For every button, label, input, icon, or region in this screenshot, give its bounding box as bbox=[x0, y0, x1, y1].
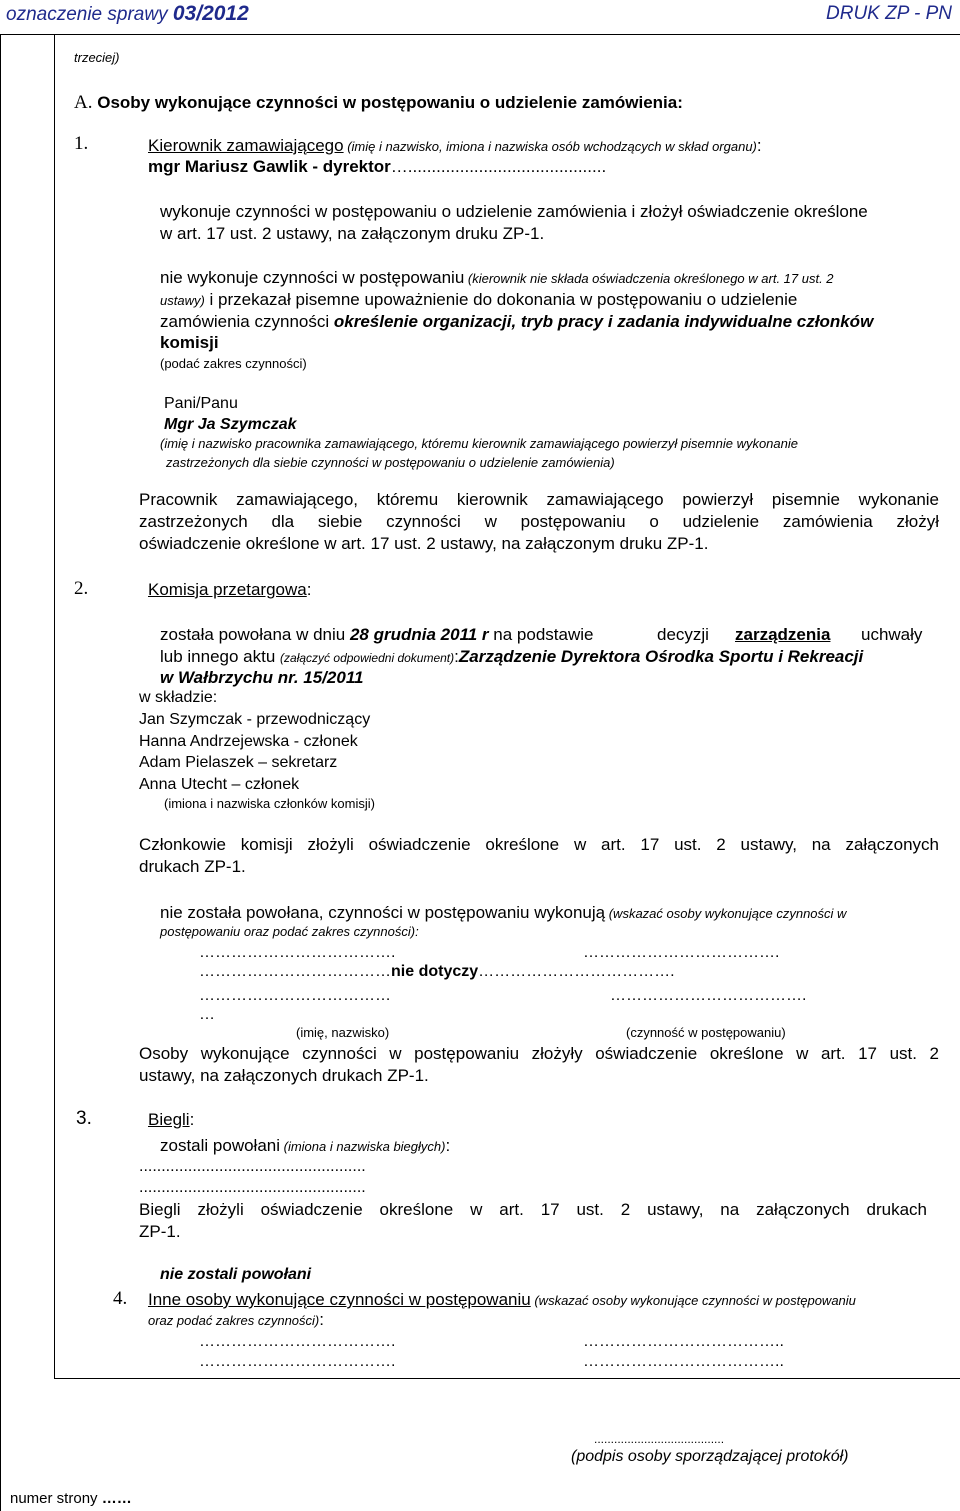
case-number: 03/2012 bbox=[172, 2, 249, 25]
item-3-number: 3. bbox=[76, 1108, 92, 1129]
experts-dots-2: ................................................... bbox=[139, 1179, 366, 1196]
option-not-performs-line1: nie wykonuje czynności w postępowaniu (kierownik nie składa oświadczenia określonego w art. 17 ust. 2 bbox=[160, 268, 834, 287]
experts-statement-line2: ZP-1. bbox=[139, 1222, 181, 1241]
case-label: oznaczenie sprawy bbox=[6, 4, 173, 25]
dots-row-1-left: ………………………………. bbox=[199, 944, 396, 961]
experts-statement-line1: Biegli złożyli oświadczenie określone w art. 17 ust. 2 ustawy, na załączonych drukach bbox=[139, 1200, 927, 1219]
item-4-number: 4. bbox=[113, 1288, 128, 1309]
form-name: DRUK ZP - PN bbox=[826, 3, 952, 24]
experts-appointed: zostali powołani (imiona i nazwiska biegłych): bbox=[160, 1136, 451, 1155]
item-4-heading-line2: oraz podać zakres czynności): bbox=[148, 1310, 324, 1329]
option-not-performs-line2: ustawy) i przekazał pisemne upoważnienie do dokonania w postępowaniu o udzielenie bbox=[160, 290, 798, 309]
column-left-hint: (imię, nazwisko) bbox=[296, 1025, 390, 1040]
worker-statement-line2: zastrzeżonych dla siebie czynności w postępowaniu o udzielenie zamówienia złożył bbox=[139, 512, 939, 531]
item-1-heading: Kierownik zamawiającego (imię i nazwisko, imiona i nazwiska osób wchodzących w skład organu): bbox=[148, 136, 762, 155]
others-dots-1-left: ………………………………. bbox=[199, 1333, 396, 1350]
dots-row-1-right: ………………………………. bbox=[583, 944, 780, 961]
composition-label: w składzie: bbox=[139, 689, 218, 706]
dots-row-2-left: ………………………………nie dotyczy………………………………. bbox=[199, 963, 675, 980]
dots-row-3-left: ……………………………… bbox=[199, 987, 391, 1004]
others-dots-2-left: ………………………………. bbox=[199, 1353, 396, 1370]
worker-statement-line1: Pracownik zamawiającego, któremu kierownik zamawiającego powierzył pisemnie wykonanie bbox=[139, 490, 939, 509]
item-3-label: Biegli bbox=[148, 1110, 190, 1129]
column-right-hint: (czynność w postępowaniu) bbox=[626, 1025, 786, 1040]
section-a-heading bbox=[74, 92, 683, 114]
signature-label: (podpis osoby sporządzającej protokół) bbox=[571, 1448, 849, 1465]
commission-not-appointed-line2: postępowaniu oraz podać zakres czynności): bbox=[160, 924, 419, 939]
commission-statement-line1: Członkowie komisji złożyli oświadczenie określone w art. 17 ust. 2 ustawy, na załączonych bbox=[139, 835, 939, 854]
commission-appointed-line2: lub innego aktu (załączyć odpowiedni dokument):Zarządzenie Dyrektora Ośrodka Sportu i Rekreacji bbox=[160, 647, 864, 666]
salutation: Pani/Panu bbox=[164, 395, 238, 412]
left-rule bbox=[0, 34, 1, 1511]
delegate-hint-2: zastrzeżonych dla siebie czynności w postępowaniu o udzielenie zamówienia) bbox=[166, 455, 615, 470]
delegate-name: Mgr Ja Szymczak bbox=[164, 416, 297, 433]
option-performs-line2: w art. 17 ust. 2 ustawy, na załączonym druku ZP-1. bbox=[160, 224, 545, 243]
not-applicable: nie dotyczy bbox=[391, 963, 479, 980]
section-a-title: Osoby wykonujące czynności w postępowaniu o udzielenie zamówienia: bbox=[97, 93, 683, 112]
option-not-performs-line4: komisji bbox=[160, 333, 219, 352]
item-1-label: Kierownik zamawiającego bbox=[148, 136, 344, 155]
persons-statement-line2: ustawy, na załączonych drukach ZP-1. bbox=[139, 1066, 429, 1085]
section-a-letter: A. bbox=[74, 92, 93, 113]
scope-hint: (podać zakres czynności) bbox=[160, 356, 307, 371]
item-2-label: Komisja przetargowa bbox=[148, 580, 307, 599]
case-designation bbox=[6, 2, 249, 26]
member-2: Hanna Andrzejewska - członek bbox=[139, 733, 358, 750]
commission-appointed-line1: została powołana w dniu 28 grudnia 2011 r na podstawie bbox=[160, 625, 594, 644]
dots-row-4: … bbox=[199, 1006, 215, 1023]
option-ordinance: zarządzenia bbox=[735, 625, 831, 644]
commission-statement-line2: drukach ZP-1. bbox=[139, 857, 246, 876]
page-number: numer strony …… bbox=[10, 1490, 132, 1507]
others-dots-2-right: ……………………………….. bbox=[583, 1353, 784, 1370]
item-1-hint: (imię i nazwisko, imiona i nazwiska osób wchodzących w skład organu) bbox=[343, 139, 757, 154]
option-performs-line1: wykonuje czynności w postępowaniu o udzielenie zamówienia i złożył oświadczenie określone bbox=[160, 202, 868, 221]
member-1: Jan Szymczak - przewodniczący bbox=[139, 711, 371, 728]
dots-row-3-right: ………………………………. bbox=[610, 987, 807, 1004]
continued-text: trzeciej) bbox=[74, 50, 120, 65]
option-not-performs-line3: zamówienia czynności określenie organizacji, tryb pracy i zadania indywidualne członków bbox=[160, 312, 874, 331]
member-4: Anna Utecht – członek bbox=[139, 776, 300, 793]
item-3-heading: Biegli: bbox=[148, 1110, 195, 1129]
delegate-hint-1: (imię i nazwisko pracownika zamawiającego, któremu kierownik zamawiającego powierzył pisemnie wykonanie bbox=[160, 436, 798, 451]
item-1-number: 1. bbox=[74, 133, 89, 154]
item-4-label: Inne osoby wykonujące czynności w postępowaniu bbox=[148, 1290, 531, 1309]
item-4-heading: Inne osoby wykonujące czynności w postępowaniu (wskazać osoby wykonujące czynności w postępowaniu bbox=[148, 1290, 856, 1309]
option-decision: decyzji bbox=[657, 625, 709, 644]
members-hint: (imiona i nazwiska członków komisji) bbox=[164, 796, 375, 811]
experts-not-appointed: nie zostali powołani bbox=[160, 1266, 312, 1283]
persons-statement-line1: Osoby wykonujące czynności w postępowaniu złożyły oświadczenie określone w art. 17 ust. 2 bbox=[139, 1044, 939, 1063]
experts-dots-1: ................................................... bbox=[139, 1158, 366, 1175]
signature-dots: ....................................... bbox=[594, 1432, 725, 1446]
item-2-number: 2. bbox=[74, 578, 89, 599]
option-resolution: uchwały bbox=[861, 625, 923, 644]
commission-not-appointed-line1: nie została powołana, czynności w postępowaniu wykonują (wskazać osoby wykonujące czynności w bbox=[160, 903, 847, 922]
member-3: Adam Pielaszek – sekretarz bbox=[139, 754, 338, 771]
others-dots-1-right: ……………………………….. bbox=[583, 1333, 784, 1350]
worker-statement-line3: oświadczenie określone w art. 17 ust. 2 ustawy, na załączonym druku ZP-1. bbox=[139, 534, 709, 553]
commission-appointed-line3: w Wałbrzychu nr. 15/2011 bbox=[160, 668, 364, 687]
item-2-heading: Komisja przetargowa: bbox=[148, 580, 312, 599]
manager-name: mgr Mariusz Gawlik - dyrektor….......................................... bbox=[148, 157, 607, 176]
